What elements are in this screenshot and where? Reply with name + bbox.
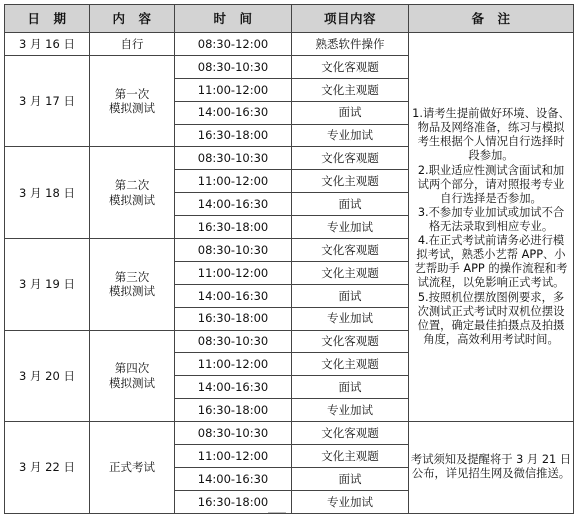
time-cell: 14:00-16:30 (175, 376, 292, 399)
session-label: 第一次 (114, 86, 150, 101)
item-cell: 文化主观题 (292, 445, 409, 468)
table-row (5, 422, 574, 445)
item-cell: 文化客观题 (292, 55, 409, 78)
time-cell: 14:00-16:30 (175, 193, 292, 216)
note-line: 次测试正式考试时双机位摆设 (417, 304, 565, 318)
note-line: 格无法录取到相应专业。 (428, 220, 554, 234)
time-cell: 11:00-12:00 (175, 261, 292, 284)
item-cell: 面试 (292, 376, 409, 399)
time-cell: 08:30-10:30 (175, 55, 292, 78)
item-cell: 面试 (292, 284, 409, 307)
item-cell: 文化客观题 (292, 422, 409, 445)
time-cell: 08:30-10:30 (175, 422, 292, 445)
time-cell: 16:30-18:00 (175, 216, 292, 239)
time-cell: 08:30-12:00 (175, 33, 292, 56)
time-cell: 14:00-16:30 (175, 101, 292, 124)
table-row (5, 33, 574, 56)
item-cell: 文化客观题 (292, 147, 409, 170)
time-cell: 11:00-12:00 (175, 353, 292, 376)
item-cell: 面试 (292, 193, 409, 216)
note-line: 角度，高效利用考试时间。 (423, 332, 559, 346)
note-line: 位置，确定最佳拍摄点及拍摄 (417, 318, 565, 332)
header-date: 日 期 (5, 5, 90, 33)
table-header-row (5, 5, 574, 33)
time-cell: 08:30-10:30 (175, 330, 292, 353)
table-body (5, 33, 574, 514)
footer-divider (268, 512, 286, 513)
session-cell (90, 33, 175, 56)
date-cell: 3 月 18 日 (5, 147, 90, 239)
item-cell: 面试 (292, 467, 409, 490)
session-cell (90, 239, 175, 331)
session-cell (90, 55, 175, 147)
note-line: 艺帮助手 APP 的操作流程和考 (414, 262, 568, 276)
item-cell: 文化客观题 (292, 330, 409, 353)
note-line: 段参加。 (468, 149, 514, 163)
time-cell: 11:00-12:00 (175, 445, 292, 468)
note-line: 试流程，以免影响正式考试。 (417, 276, 565, 290)
time-cell: 11:00-12:00 (175, 78, 292, 101)
item-cell: 专业加试 (292, 399, 409, 422)
note-line: 公布，详见招生网及微信推送。 (411, 467, 571, 481)
session-cell (90, 147, 175, 239)
time-cell: 16:30-18:00 (175, 399, 292, 422)
note-line: 5.按照机位摆放图例要求，多 (417, 290, 565, 304)
time-cell: 14:00-16:30 (175, 284, 292, 307)
session-label: 第四次 (114, 361, 150, 376)
time-cell: 14:00-16:30 (175, 467, 292, 490)
date-cell: 3 月 17 日 (5, 55, 90, 147)
item-cell: 专业加试 (292, 124, 409, 147)
note-line: 试两个部分，请对照报考专业 (417, 177, 565, 191)
item-cell: 文化客观题 (292, 239, 409, 262)
session-cell (90, 330, 175, 422)
date-cell: 3 月 20 日 (5, 330, 90, 422)
note-line: 1.请考生提前做好环境、设备、 (412, 107, 570, 121)
item-cell: 文化主观题 (292, 261, 409, 284)
time-cell: 11:00-12:00 (175, 170, 292, 193)
time-cell: 08:30-10:30 (175, 239, 292, 262)
header-content: 内 容 (90, 5, 175, 33)
note-line: 2.职业适应性测试含面试和加 (417, 163, 565, 177)
item-cell: 文化主观题 (292, 78, 409, 101)
exam-schedule-table (4, 4, 574, 514)
item-cell: 面试 (292, 101, 409, 124)
item-cell: 文化主观题 (292, 353, 409, 376)
session-label: 模拟测试 (109, 101, 155, 116)
header-notes: 备 注 (409, 5, 574, 33)
date-cell: 3 月 22 日 (5, 422, 90, 514)
session-label: 自行 (120, 36, 144, 51)
date-cell: 3 月 16 日 (5, 33, 90, 56)
time-cell: 16:30-18:00 (175, 490, 292, 513)
session-label: 模拟测试 (109, 375, 155, 390)
item-cell: 专业加试 (292, 307, 409, 330)
time-cell: 08:30-10:30 (175, 147, 292, 170)
note-line: 自行选择是否参加。 (440, 191, 542, 205)
header-time: 时 间 (175, 5, 292, 33)
time-cell: 16:30-18:00 (175, 124, 292, 147)
session-label: 模拟测试 (109, 284, 155, 299)
item-cell: 文化主观题 (292, 170, 409, 193)
session-cell (90, 422, 175, 514)
session-label: 模拟测试 (109, 192, 155, 207)
header-item: 项目内容 (292, 5, 409, 33)
note-line: 3.不参加专业加试或加试不合 (417, 205, 565, 219)
item-cell: 专业加试 (292, 490, 409, 513)
item-cell: 熟悉软件操作 (292, 33, 409, 56)
note-line: 物品及网络准备，练习与模拟 (417, 121, 565, 135)
notes-main-cell (409, 33, 574, 422)
note-line: 4.在正式考试前请务必进行模 (417, 234, 565, 248)
note-line: 考试须知及提醒将于 3 月 21 日 (410, 453, 572, 467)
note-line: 拟考试，熟悉小艺帮 APP、小 (416, 248, 566, 262)
session-label: 第三次 (114, 269, 150, 284)
notes-final-cell (409, 422, 574, 514)
item-cell: 专业加试 (292, 216, 409, 239)
note-line: 考生根据个人情况自行选择时 (417, 135, 565, 149)
session-label: 第二次 (114, 178, 150, 193)
date-cell: 3 月 19 日 (5, 239, 90, 331)
session-label: 正式考试 (109, 460, 155, 475)
time-cell: 16:30-18:00 (175, 307, 292, 330)
